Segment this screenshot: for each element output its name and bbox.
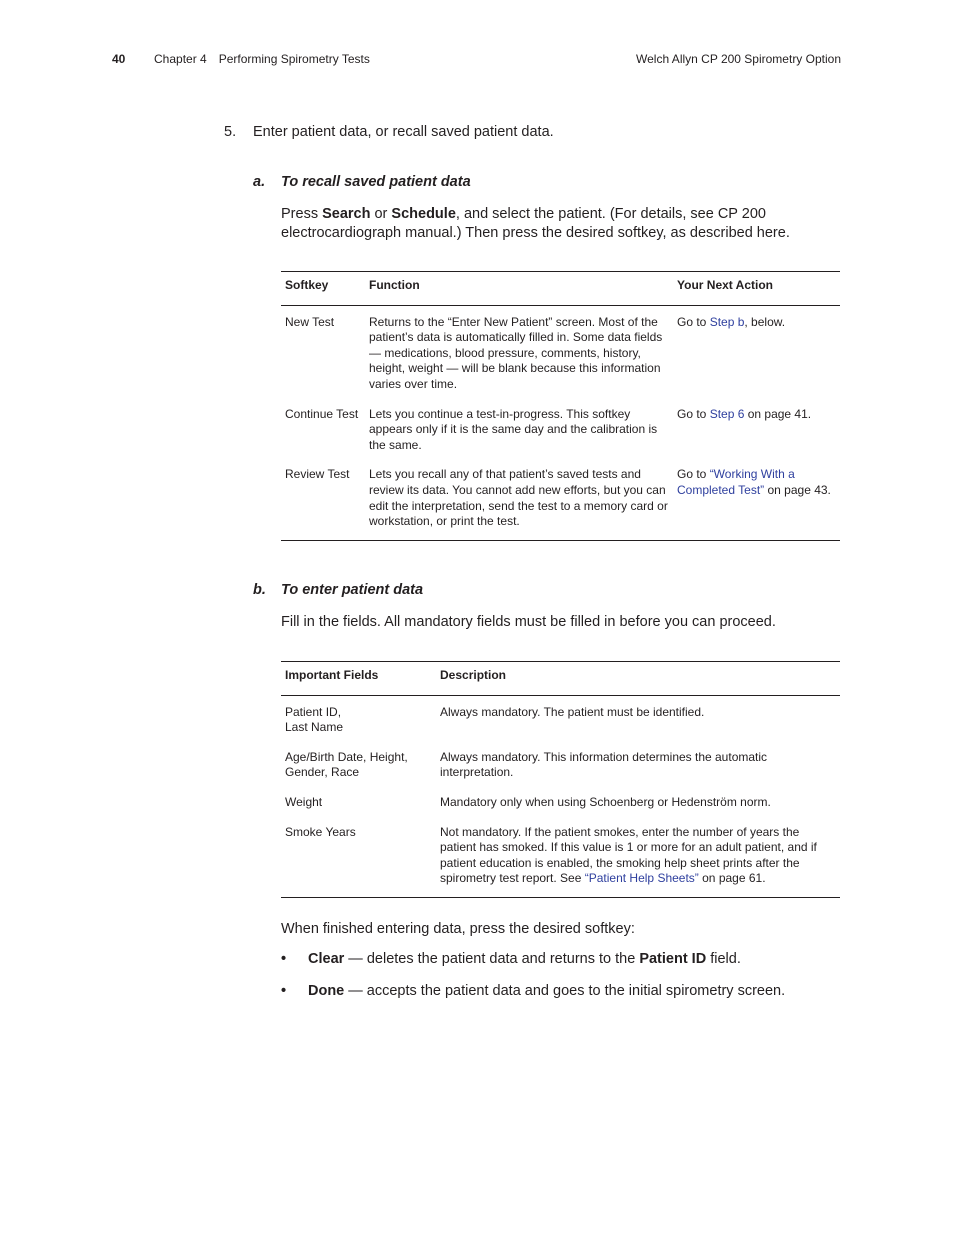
section-a-heading bbox=[253, 174, 471, 190]
field-name: Last Name bbox=[285, 720, 344, 735]
table-header-row bbox=[281, 662, 840, 696]
table-row bbox=[281, 467, 840, 540]
softkey-bullet-list bbox=[281, 950, 851, 1014]
softkey-cell: Continue Test bbox=[285, 406, 359, 421]
field-cell bbox=[281, 750, 436, 795]
table-row bbox=[281, 750, 840, 795]
action-text: on page 43. bbox=[764, 482, 831, 497]
step-number: 5. bbox=[224, 124, 237, 140]
bullet-icon: • bbox=[281, 983, 287, 999]
bullet-text: — deletes the patient data and returns to the bbox=[344, 951, 640, 967]
section-b-letter: b. bbox=[253, 582, 266, 598]
working-with-completed-test-link[interactable]: “Working With a Completed Test” bbox=[677, 467, 795, 497]
column-header-function: Function bbox=[365, 272, 673, 306]
bullet-text: — accepts the patient data and goes to the initial spirometry screen. bbox=[344, 983, 786, 999]
function-cell: Returns to the “Enter New Patient” screen. Most of the patient’s data is automatically filled in. Some data fields — medications, blood pressure, comments, history, height, weight — will be blank because this information varies over time. bbox=[369, 314, 663, 391]
column-header-description: Description bbox=[436, 662, 840, 696]
field-cell: Smoke Years bbox=[281, 825, 436, 898]
table-header-row bbox=[281, 272, 840, 306]
field-name: Gender, Race bbox=[285, 765, 360, 780]
action-text: , below. bbox=[744, 314, 786, 329]
fields-table bbox=[281, 661, 840, 898]
step-text: Enter patient data, or recall saved patient data. bbox=[253, 124, 554, 140]
description-text: on page 61. bbox=[698, 871, 766, 886]
section-b-intro: Fill in the fields. All mandatory fields must be filled in before you can proceed. bbox=[281, 614, 776, 630]
description-cell bbox=[436, 825, 840, 898]
bullet-icon: • bbox=[281, 951, 287, 967]
field-cell: Weight bbox=[285, 794, 323, 809]
action-text: Go to bbox=[677, 467, 710, 482]
column-header-next-action: Your Next Action bbox=[673, 272, 840, 306]
action-text: Go to bbox=[677, 314, 710, 329]
table-row bbox=[281, 407, 840, 468]
function-cell: Lets you continue a test-in-progress. This softkey appears only if it is the same day and the calibration is the same. bbox=[369, 406, 658, 452]
table-row bbox=[281, 695, 840, 750]
done-softkey-name: Done bbox=[308, 983, 345, 999]
chapter-title: Chapter 4 Performing Spirometry Tests bbox=[154, 52, 370, 66]
intro-text: , and select the patient. (For details, see CP 200 electrocardiograph manual.) Then press the desired softkey, as described here. bbox=[281, 206, 790, 241]
page-number: 40 bbox=[112, 52, 126, 66]
step-5 bbox=[224, 124, 554, 140]
section-a-letter: a. bbox=[253, 174, 266, 190]
patient-id-field-name: Patient ID bbox=[639, 951, 707, 967]
patient-help-sheets-link[interactable]: “Patient Help Sheets” bbox=[584, 871, 699, 886]
action-text: on page 41. bbox=[744, 406, 812, 421]
action-cell bbox=[673, 305, 840, 406]
field-cell bbox=[281, 695, 436, 750]
action-text: Go to bbox=[677, 406, 710, 421]
description-cell: Always mandatory. This information determines the automatic interpretation. bbox=[440, 749, 768, 780]
field-name: Age/Birth Date, Height, bbox=[285, 749, 408, 764]
document-title: Welch Allyn CP 200 Spirometry Option bbox=[636, 52, 841, 66]
intro-text: Press bbox=[281, 206, 323, 222]
section-b-heading bbox=[253, 582, 423, 598]
softkey-table bbox=[281, 271, 840, 541]
function-cell: Lets you recall any of that patient’s saved tests and review its data. You cannot add new efforts, but you can edit the interpretation, send the test to a memory card or workstation, or print the test. bbox=[365, 467, 673, 540]
list-item bbox=[281, 950, 851, 982]
table-row bbox=[281, 825, 840, 898]
intro-text: or bbox=[370, 206, 392, 222]
table-row bbox=[281, 305, 840, 406]
field-name: Patient ID, bbox=[285, 704, 342, 719]
description-cell: Always mandatory. The patient must be identified. bbox=[440, 704, 705, 719]
column-header-softkey: Softkey bbox=[281, 272, 365, 306]
action-cell bbox=[673, 407, 840, 468]
search-softkey-name: Search bbox=[322, 206, 371, 222]
action-cell bbox=[673, 467, 840, 540]
description-text: Not mandatory. If the patient smokes, enter the number of years the patient has smoked. If this value is 1 or more for an adult patient, and if patient education is enabled, the smoking help sheet prints after the spirometry test report. See bbox=[440, 824, 817, 886]
step-b-link[interactable]: Step b bbox=[709, 314, 745, 329]
column-header-important-fields: Important Fields bbox=[281, 662, 436, 696]
description-cell: Mandatory only when using Schoenberg or Hedenström norm. bbox=[440, 794, 771, 809]
section-b-title: To enter patient data bbox=[281, 582, 424, 598]
softkey-cell: Review Test bbox=[281, 467, 365, 540]
finish-instructions: When finished entering data, press the desired softkey: bbox=[281, 921, 635, 937]
bullet-text: field. bbox=[706, 951, 741, 967]
clear-softkey-name: Clear bbox=[308, 951, 345, 967]
step-6-link[interactable]: Step 6 bbox=[709, 406, 745, 421]
section-a-title: To recall saved patient data bbox=[281, 174, 471, 190]
list-item bbox=[281, 982, 851, 1014]
softkey-cell: New Test bbox=[285, 314, 335, 329]
table-row bbox=[281, 795, 840, 825]
schedule-softkey-name: Schedule bbox=[391, 206, 456, 222]
section-a-intro bbox=[281, 205, 851, 243]
